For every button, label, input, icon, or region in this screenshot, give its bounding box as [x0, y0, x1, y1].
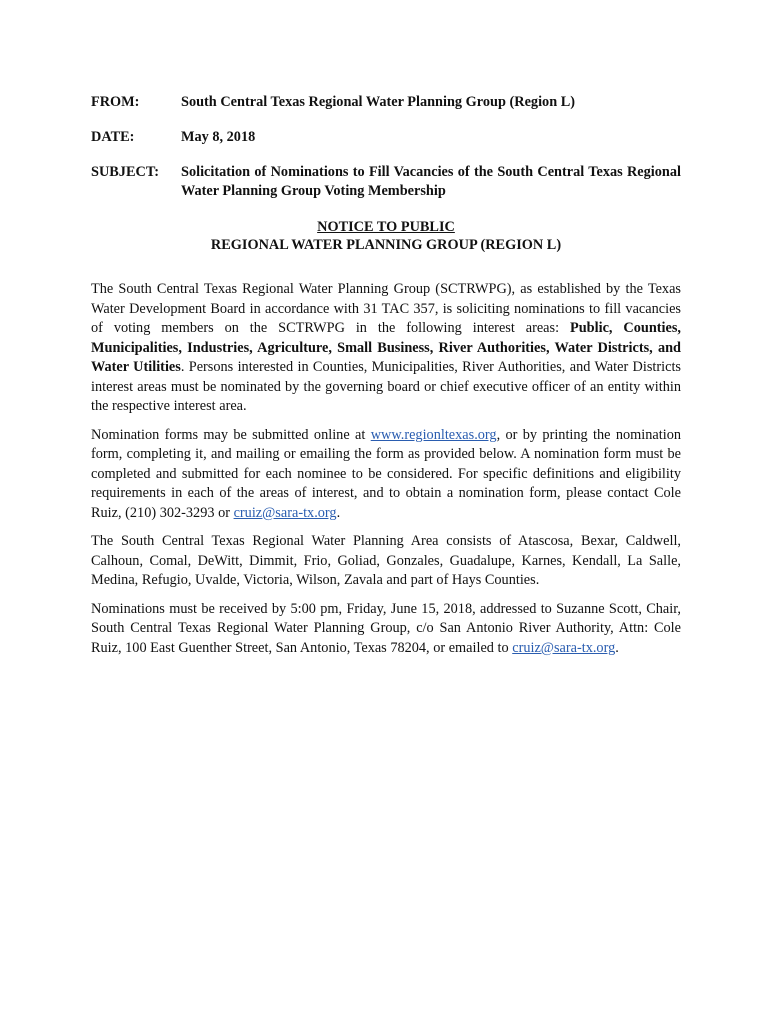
subject-label: SUBJECT:	[91, 164, 160, 180]
paragraph-deadline	[91, 600, 681, 659]
paragraph-interest-areas	[91, 280, 681, 417]
paragraph1-intro: The South Central Texas Regional Water Planning Group (SCTRWPG), as established by the Texas Water Development Board in accordance with 31 TAC 357, is soliciting nominations to fill vacancies of voting members on the SCTRWPG in the following interest areas:	[91, 281, 681, 336]
memo-document	[91, 93, 681, 667]
paragraph4-intro: Nominations must be received by 5:00 pm, Friday, June 15, 2018, addressed to Suzanne Scott, Chair, South Central Texas Regional Water Planning Group, c/o San Antonio River Authority, Attn: Cole Ruiz, 100 East Guenther Street, San Antonio, Texas 78204, or emailed to	[91, 600, 681, 656]
interest-areas-list: Public, Counties, Municipalities, Industries, Agriculture, Small Business, River Authorities, Water Districts, and Water Utilities	[91, 320, 681, 375]
date-value: May 8, 2018	[181, 129, 256, 145]
website-link[interactable]: www.regionltexas.org	[370, 426, 497, 443]
contact-email-link[interactable]: cruiz@sara-tx.org	[233, 504, 337, 521]
paragraph-nomination-forms	[91, 426, 681, 524]
notice-heading	[91, 218, 681, 254]
from-value: South Central Texas Regional Water Planning Group (Region L)	[181, 94, 576, 110]
submission-email-link[interactable]: cruiz@sara-tx.org	[512, 639, 616, 656]
date-row	[91, 128, 681, 147]
subject-value: Solicitation of Nominations to Fill Vacancies of the South Central Texas Regional Water Planning Group Voting Membership	[181, 164, 681, 199]
notice-title: NOTICE TO PUBLIC	[317, 219, 455, 235]
from-label: FROM:	[91, 94, 140, 110]
paragraph2-intro: Nomination forms may be submitted online at	[91, 426, 371, 443]
paragraph1-outro: . Persons interested in Counties, Municipalities, River Authorities, and Water Districts interest areas must be nominated by the governing board or chief executive officer of an entity within the respective interest area.	[91, 359, 681, 414]
subject-row	[91, 163, 681, 201]
paragraph4-outro: .	[615, 639, 619, 656]
paragraph2-outro: .	[336, 504, 341, 521]
date-label: DATE:	[91, 129, 135, 145]
paragraph2-middle: , or by printing the nomination form, completing it, and mailing or emailing the form as provided below. A nomination form must be completed and submitted for each nominee to be considered. For specific definitions and eligibility requirements in each of the areas of interest, and to obtain a nomination form, please contact Cole Ruiz, (210) 302-3293 or	[91, 426, 681, 521]
paragraph-planning-area: The South Central Texas Regional Water Planning Area consists of Atascosa, Bexar, Caldwell, Calhoun, Comal, DeWitt, Dimmit, Frio, Goliad, Gonzales, Guadalupe, Karnes, Kendall, La Salle, Medina, Refugio, Uvalde, Victoria, Wilson, Zavala and part of Hays Counties.	[91, 533, 681, 588]
notice-subtitle: REGIONAL WATER PLANNING GROUP (REGION L)	[210, 237, 562, 253]
from-row	[91, 93, 681, 112]
